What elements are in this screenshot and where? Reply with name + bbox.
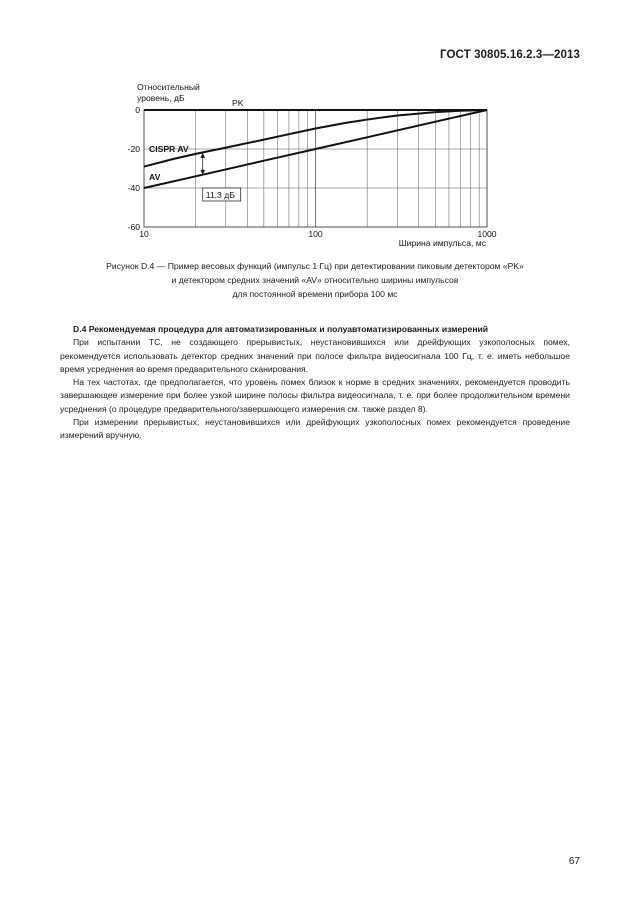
paragraph: При измерении прерывистых, неустановившихся или дрейфующих узкополосных помех рекомендуется проведение измерений вручную. (60, 417, 570, 441)
y-axis-label: Относительный (137, 82, 200, 92)
section-body (60, 323, 570, 443)
x-tick-label: 1000 (477, 229, 497, 239)
pulse-weighting-chart (0, 0, 630, 250)
paragraph: При испытании ТС, не создающего прерывистых, неустановившихся или дрейфующих узкополосных помех, рекомендуется использовать детектор средних значений при полосе фильтра видеосигнала 100 Гц, т. е. иметь небольшое время усреднения во время предварительного сканирования. (60, 337, 570, 374)
caption-line: для постоянной времени прибора 100 мс (232, 289, 398, 299)
section-heading: D.4 Рекомендуемая процедура для автоматизированных и полуавтоматизированных измерений (73, 324, 489, 334)
document-header: ГОСТ 30805.16.2.3—2013 (440, 49, 580, 61)
x-tick-label: 100 (308, 229, 323, 239)
y-axis-label: уровень, дБ (137, 93, 185, 103)
figure-caption (60, 259, 570, 301)
series-label: PK (232, 98, 244, 108)
page-number: 67 (568, 856, 580, 867)
annotation-label: 11,3 дБ (205, 190, 235, 200)
y-tick-label: 0 (135, 105, 140, 115)
chart-labels (128, 82, 497, 248)
x-tick-label: 10 (139, 229, 149, 239)
series-label: CISPR AV (149, 144, 189, 154)
y-tick-label: -40 (127, 183, 140, 193)
series-label: AV (149, 172, 161, 182)
paragraph: На тех частотах, где предполагается, что уровень помех близок к норме в средних значениях, рекомендуется проводить завершающее измерение при более узкой ширине полосы фильтра видеосигнала, т. е. при более продолжительном времени усреднения (о процедуре предварительного/завершающего измерения см. также раздел 8). (60, 377, 570, 414)
caption-line: и детектором средних значений «AV» относительно ширины импульсов (171, 275, 459, 285)
y-tick-label: -60 (127, 222, 140, 232)
chart-annotation (200, 153, 240, 201)
x-axis-label: Ширина импульса, мс (398, 238, 486, 248)
caption-line: Рисунок D.4 — Пример весовых функций (импульс 1 Гц) при детектировании пиковым детектором «PK» (106, 261, 524, 271)
y-tick-label: -20 (127, 144, 140, 154)
